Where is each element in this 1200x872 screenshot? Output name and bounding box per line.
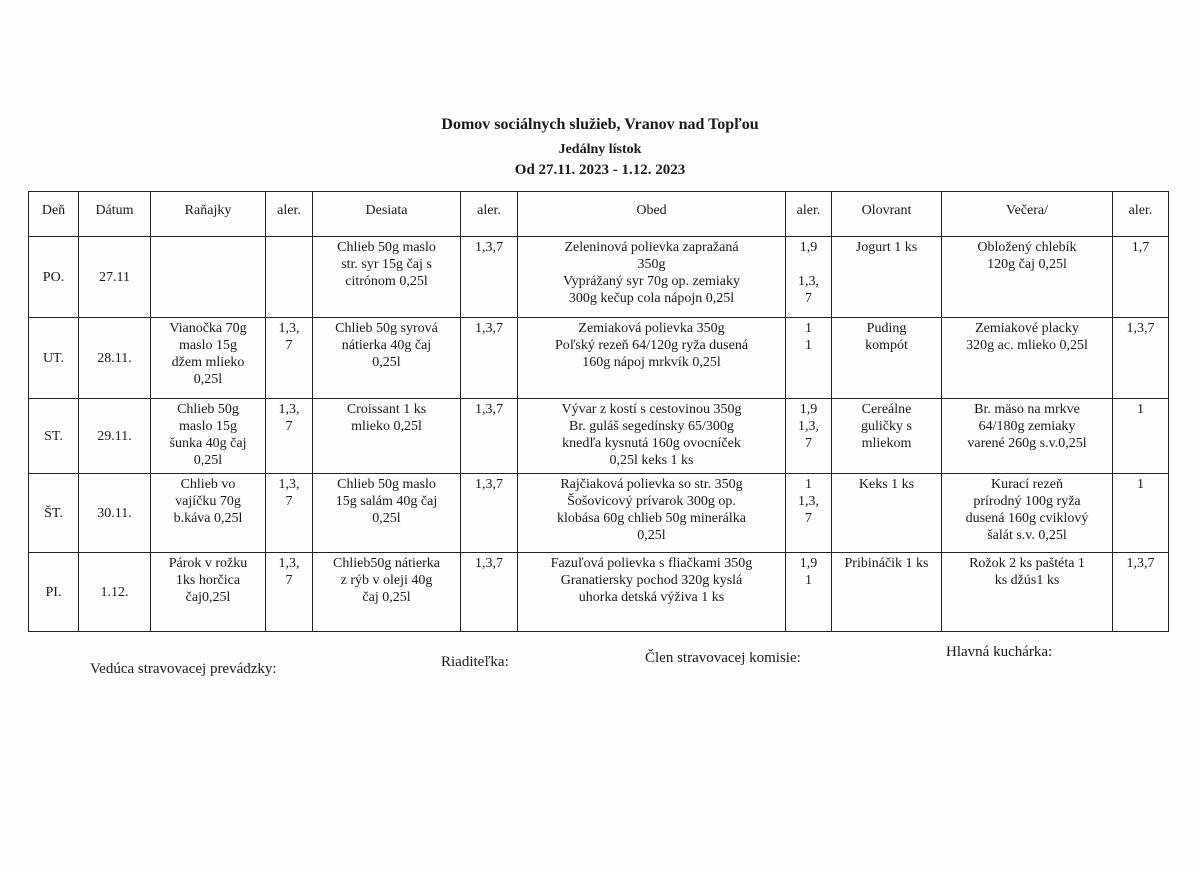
table-row bbox=[29, 399, 1169, 474]
table-row bbox=[29, 553, 1169, 632]
col-header-day: Deň bbox=[29, 192, 79, 237]
col-header-lunch: Obed bbox=[518, 192, 786, 237]
lunch-allergens-cell: 1 1,3, 7 bbox=[786, 474, 832, 553]
snack-allergens-cell: 1,3,7 bbox=[461, 474, 518, 553]
table-row bbox=[29, 318, 1169, 399]
dinner-allergens-cell: 1,3,7 bbox=[1113, 318, 1169, 399]
breakfast-cell: Párok v rožku 1ks horčica čaj0,25l bbox=[151, 553, 266, 632]
lunch-cell: Fazuľová polievka s fliačkami 350g Granatiersky pochod 320g kyslá uhorka detská výživa 1 ks bbox=[518, 553, 786, 632]
dinner-allergens-cell: 1,3,7 bbox=[1113, 553, 1169, 632]
dinner-allergens-cell: 1,7 bbox=[1113, 237, 1169, 318]
table-header-row bbox=[29, 192, 1169, 237]
date-cell: 30.11. bbox=[79, 474, 151, 553]
col-header-lunch-allergens: aler. bbox=[786, 192, 832, 237]
snack-allergens-cell: 1,3,7 bbox=[461, 399, 518, 474]
dinner-allergens-cell: 1 bbox=[1113, 474, 1169, 553]
date-cell: 27.11 bbox=[79, 237, 151, 318]
col-header-breakfast-allergens: aler. bbox=[266, 192, 313, 237]
date-cell: 29.11. bbox=[79, 399, 151, 474]
signature-chef: Hlavná kuchárka: bbox=[946, 644, 1053, 660]
breakfast-cell bbox=[151, 237, 266, 318]
lunch-cell: Zeleninová polievka zapražaná 350g Vyprážaný syr 70g op. zemiaky 300g kečup cola nápojn 0,25l bbox=[518, 237, 786, 318]
table-row bbox=[29, 237, 1169, 318]
lunch-cell: Vývar z kostí s cestovinou 350g Br. guláš segedínsky 65/300g knedľa kysnutá 160g ovocníček 0,25l keks 1 ks bbox=[518, 399, 786, 474]
snack-cell: Chlieb 50g syrová nátierka 40g čaj 0,25l bbox=[313, 318, 461, 399]
signature-committee: Člen stravovacej komisie: bbox=[645, 650, 801, 666]
col-header-date: Dátum bbox=[79, 192, 151, 237]
breakfast-allergens-cell: 1,3, 7 bbox=[266, 399, 313, 474]
day-cell: PI. bbox=[29, 553, 79, 632]
lunch-cell: Rajčiaková polievka so str. 350g Šošovicový prívarok 300g op. klobása 60g chlieb 50g minerálka 0,25l bbox=[518, 474, 786, 553]
afternoon-snack-cell: Cereálne guličky s mliekom bbox=[832, 399, 942, 474]
lunch-allergens-cell: 1 1 bbox=[786, 318, 832, 399]
signature-manager: Vedúca stravovacej prevádzky: bbox=[90, 661, 277, 677]
lunch-allergens-cell: 1,9 1,3, 7 bbox=[786, 237, 832, 318]
snack-cell: Chlieb 50g maslo 15g salám 40g čaj 0,25l bbox=[313, 474, 461, 553]
menu-period: Od 27.11. 2023 - 1.12. 2023 bbox=[514, 162, 686, 178]
dinner-cell: Zemiakové placky 320g ac. mlieko 0,25l bbox=[942, 318, 1113, 399]
breakfast-allergens-cell: 1,3, 7 bbox=[266, 553, 313, 632]
day-cell: ST. bbox=[29, 399, 79, 474]
breakfast-cell: Vianočka 70g maslo 15g džem mlieko 0,25l bbox=[151, 318, 266, 399]
col-header-breakfast: Raňajky bbox=[151, 192, 266, 237]
snack-cell: Chlieb50g nátierka z rýb v oleji 40g čaj 0,25l bbox=[313, 553, 461, 632]
afternoon-snack-cell: Pribináčik 1 ks bbox=[832, 553, 942, 632]
day-cell: ŠT. bbox=[29, 474, 79, 553]
afternoon-snack-cell: Puding kompót bbox=[832, 318, 942, 399]
breakfast-allergens-cell bbox=[266, 237, 313, 318]
snack-allergens-cell: 1,3,7 bbox=[461, 318, 518, 399]
day-cell: PO. bbox=[29, 237, 79, 318]
breakfast-cell: Chlieb 50g maslo 15g šunka 40g čaj 0,25l bbox=[151, 399, 266, 474]
breakfast-allergens-cell: 1,3, 7 bbox=[266, 474, 313, 553]
snack-allergens-cell: 1,3,7 bbox=[461, 237, 518, 318]
date-cell: 28.11. bbox=[79, 318, 151, 399]
lunch-cell: Zemiaková polievka 350g Poľský rezeň 64/120g ryža dusená 160g nápoj mrkvík 0,25l bbox=[518, 318, 786, 399]
afternoon-snack-cell: Keks 1 ks bbox=[832, 474, 942, 553]
dinner-cell: Br. mäso na mrkve 64/180g zemiaky varené 260g s.v.0,25l bbox=[942, 399, 1113, 474]
organization-title: Domov sociálnych služieb, Vranov nad Topľou bbox=[441, 116, 759, 133]
col-header-dinner: Večera/ bbox=[942, 192, 1113, 237]
snack-cell: Croissant 1 ks mlieko 0,25l bbox=[313, 399, 461, 474]
snack-allergens-cell: 1,3,7 bbox=[461, 553, 518, 632]
lunch-allergens-cell: 1,9 1,3, 7 bbox=[786, 399, 832, 474]
breakfast-allergens-cell: 1,3, 7 bbox=[266, 318, 313, 399]
col-header-afternoon-snack: Olovrant bbox=[832, 192, 942, 237]
dinner-allergens-cell: 1 bbox=[1113, 399, 1169, 474]
lunch-allergens-cell: 1,9 1 bbox=[786, 553, 832, 632]
day-cell: UT. bbox=[29, 318, 79, 399]
table-row bbox=[29, 474, 1169, 553]
menu-table bbox=[28, 191, 1169, 632]
signature-director: Riaditeľka: bbox=[441, 654, 509, 670]
col-header-snack: Desiata bbox=[313, 192, 461, 237]
document-subtitle: Jedálny lístok bbox=[558, 142, 642, 157]
breakfast-cell: Chlieb vo vajíčku 70g b.káva 0,25l bbox=[151, 474, 266, 553]
afternoon-snack-cell: Jogurt 1 ks bbox=[832, 237, 942, 318]
dinner-cell: Rožok 2 ks paštéta 1 ks džús1 ks bbox=[942, 553, 1113, 632]
col-header-dinner-allergens: aler. bbox=[1113, 192, 1169, 237]
col-header-snack-allergens: aler. bbox=[461, 192, 518, 237]
dinner-cell: Obložený chlebík 120g čaj 0,25l bbox=[942, 237, 1113, 318]
date-cell: 1.12. bbox=[79, 553, 151, 632]
snack-cell: Chlieb 50g maslo str. syr 15g čaj s citrónom 0,25l bbox=[313, 237, 461, 318]
dinner-cell: Kurací rezeň prírodný 100g ryža dusená 160g cviklový šalát s.v. 0,25l bbox=[942, 474, 1113, 553]
